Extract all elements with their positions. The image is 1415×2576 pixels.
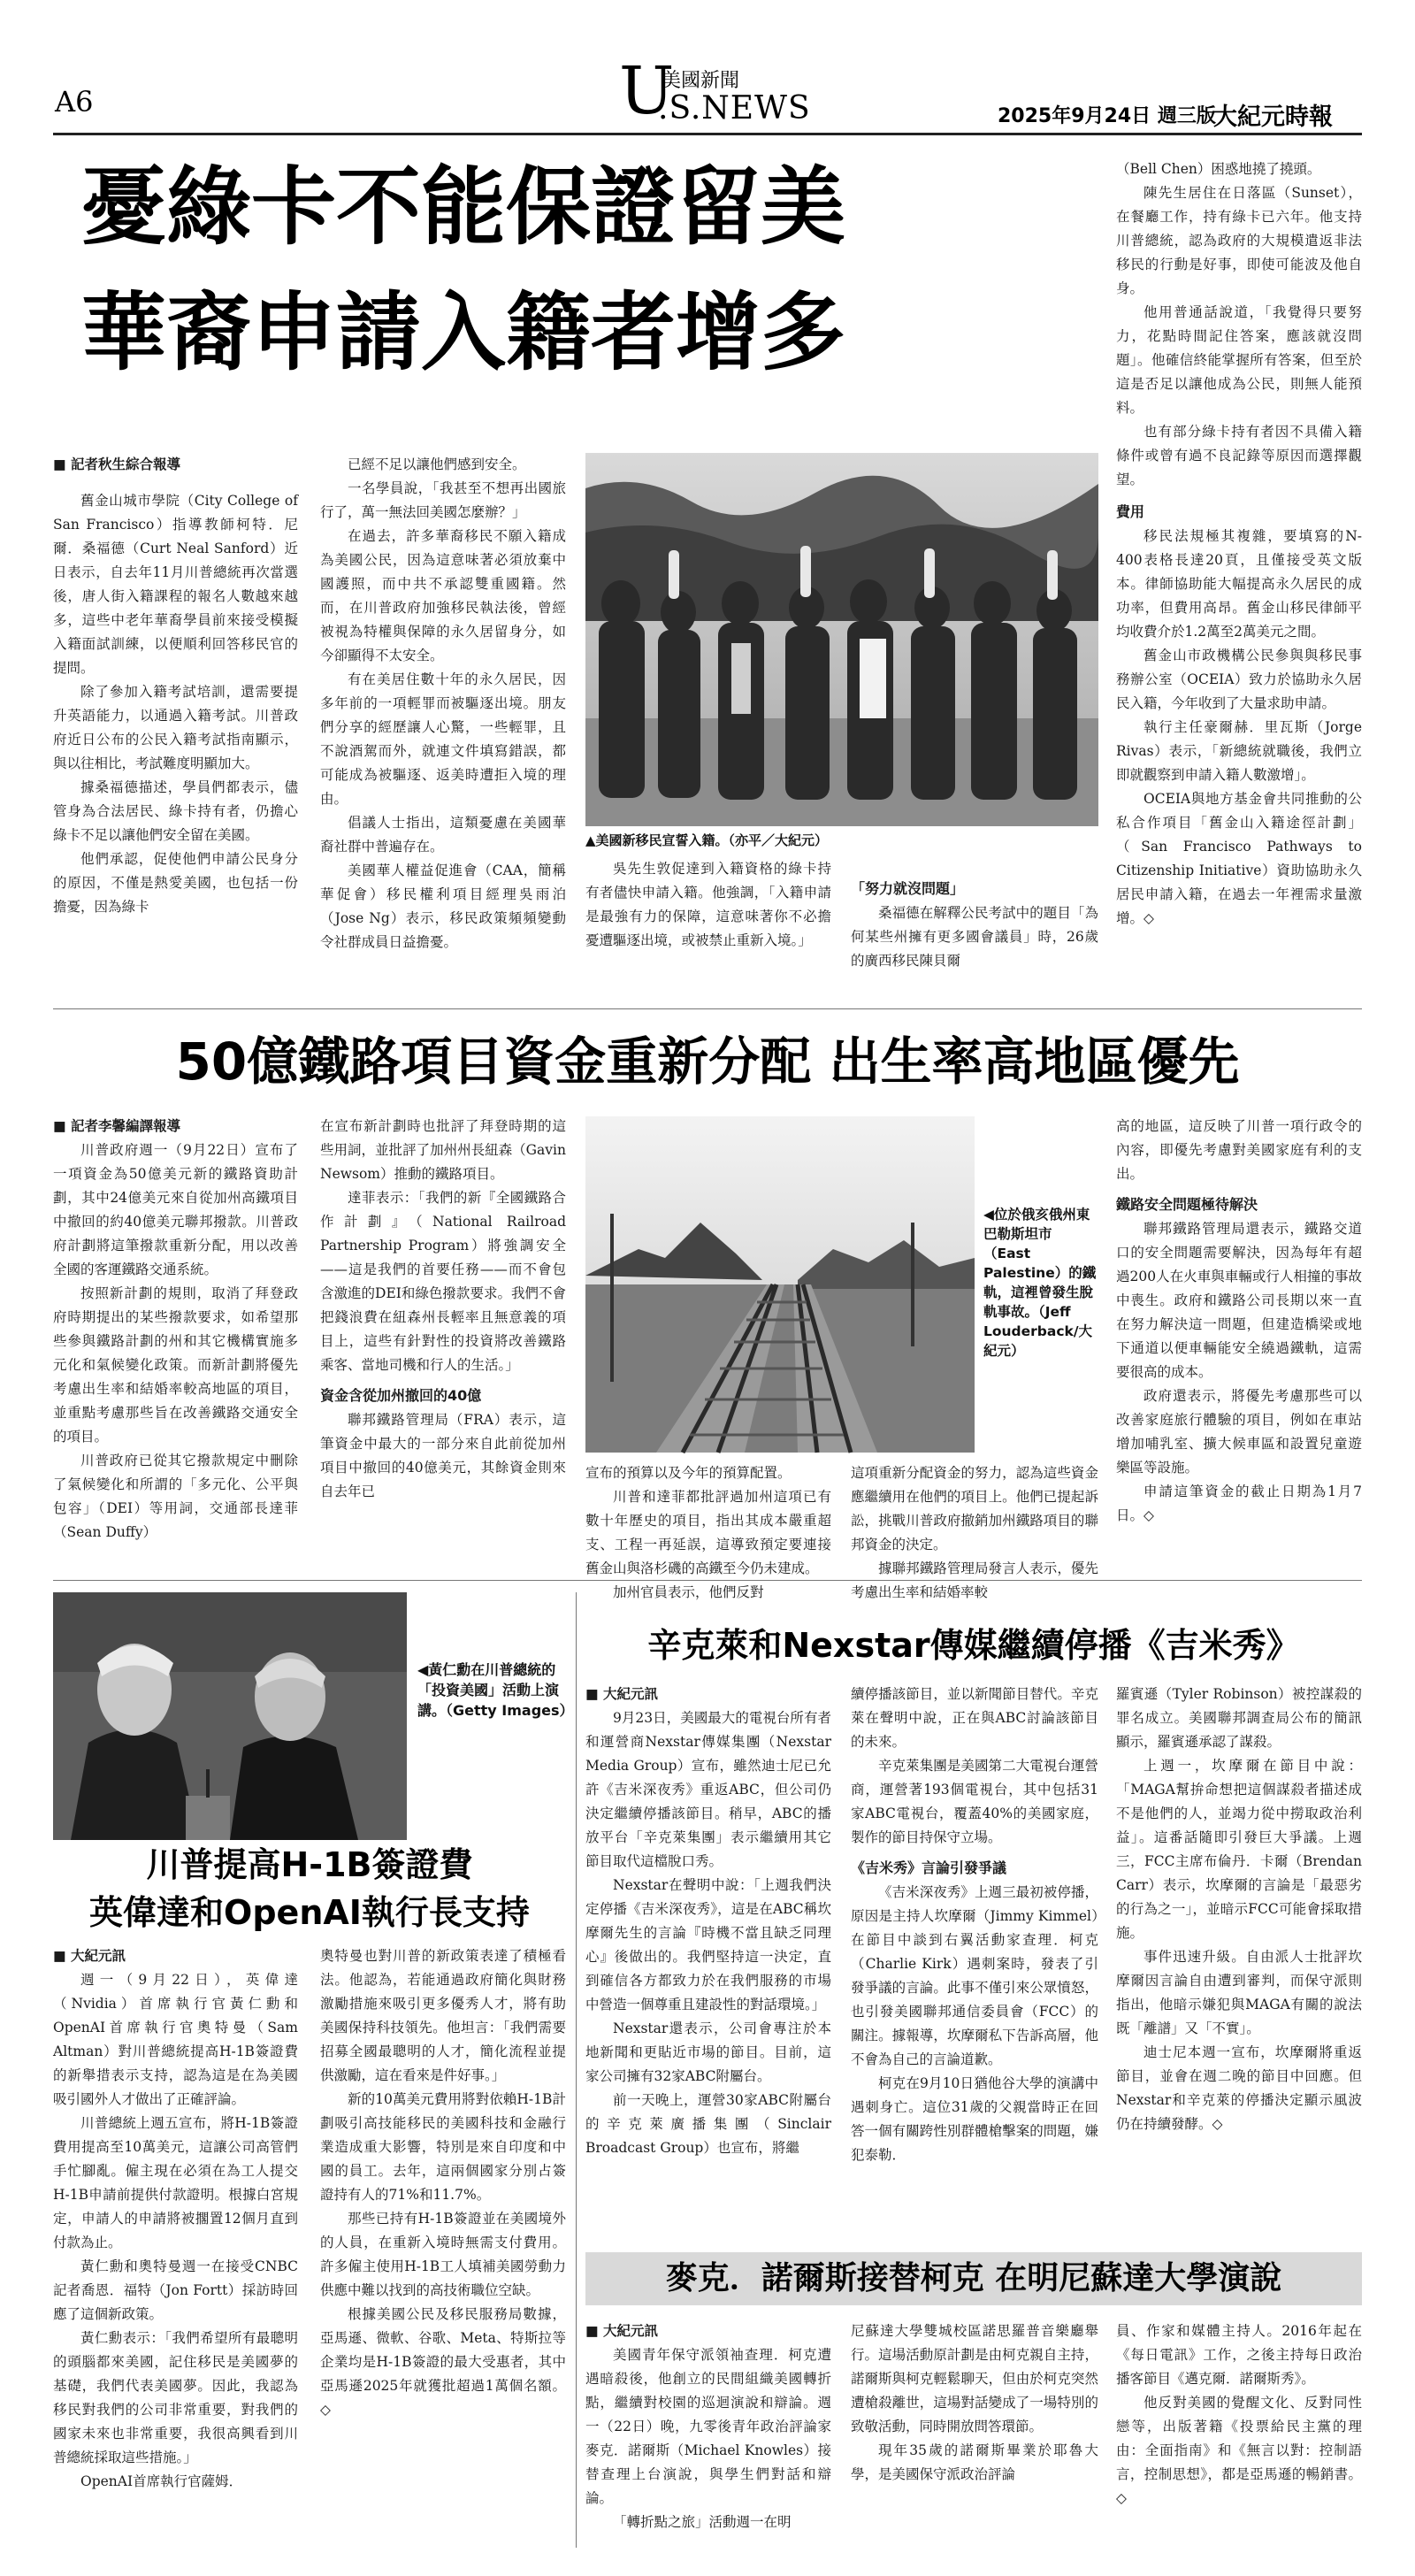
story4-byline: ■ 大紀元訊 bbox=[585, 1686, 659, 1702]
paragraph: 根據美國公民及移民服務局數據，亞馬遜、微軟、谷歌、Meta、特斯拉等企業均是H-1B簽證的最大受惠者，其中亞馬遜2025年就獲批超過1萬個名額。◇ bbox=[320, 2306, 566, 2418]
paragraph: 前一天晚上，運營30家ABC附屬台的辛克萊廣播集團（Sinclair Broadcast Group）也宣布，將繼 bbox=[585, 2092, 831, 2156]
paragraph: 舊金山市政機構公民參與與移民事務辦公室（OCEIA）致力於協助永久居民入籍，今年收到了大量求助申請。 bbox=[1116, 648, 1362, 711]
column-divider bbox=[576, 1592, 577, 2548]
story4-subhead-controversy: 《吉米秀》言論引發爭議 bbox=[851, 1859, 1007, 1876]
paragraph: 高的地區，這反映了川普一項行政令的內容，即優先考慮對美國家庭有利的支出。 bbox=[1116, 1118, 1362, 1182]
paragraph: 政府還表示，將優先考慮那些可以改善家庭旅行體驗的項目，例如在車站增加哺乳室、擴大候車區和設置兒童遊樂區等設施。 bbox=[1116, 1388, 1362, 1476]
paragraph: 也有部分綠卡持有者因不具備入籍條件或曾有過不良記錄等原因而選擇觀望。 bbox=[1116, 424, 1362, 487]
masthead-rule bbox=[53, 133, 1362, 135]
story4-column-2 bbox=[851, 1683, 1098, 2240]
story2-byline: ■ 記者李馨編譯報導 bbox=[53, 1118, 181, 1134]
paragraph: 上週一，坎摩爾在節目中說：「MAGA幫拚命想把這個謀殺者描述成不是他們的人，並竭力從中撈取政治利益」。這番話隨即引發巨大爭議。上週三，FCC主席布倫丹．卡爾（Brendan Carr）表示，坎摩爾的言論是「最惡劣的行為之一」，並暗示FCC可能會採取措施。 bbox=[1116, 1758, 1362, 1941]
story3-photo-trump-jensen-huang bbox=[53, 1592, 407, 1840]
paragraph: 現年35歲的諾爾斯畢業於耶魯大學，是美國保守派政治評論 bbox=[851, 2442, 1098, 2482]
newspaper-name: 大紀元時報 bbox=[1213, 104, 1333, 131]
story1-photo-caption: ▲美國新移民宣誓入籍。（亦平／大紀元） bbox=[585, 832, 829, 848]
paragraph: （Bell Chen）困惑地撓了撓頭。 bbox=[1116, 161, 1321, 177]
paragraph: 奧特曼也對川普的新政策表達了積極看法。他認為，若能通過政府簡化與財務激勵措施來吸引更多優秀人才，將有助美國保持科技領先。他坦言：「我們需要招募全國最聰明的人才，簡化流程並提供激勵，這在看來是件好事。」 bbox=[320, 1948, 566, 2083]
paragraph: 據桑福德描述，學員們都表示，儘管身為合法居民、綠卡持有者，仍擔心綠卡不足以讓他們安全留在美國。 bbox=[53, 779, 298, 843]
paragraph: 9月23日，美國最大的電視台所有者和運營商Nexstar傳媒集團（Nexstar Media Group）宣布，雖然迪士尼已允許《吉米深夜秀》重返ABC，但公司仍決定繼續停播該節目。稍早，ABC的播放平台「辛克萊集團」表示繼續用其它節目取代這檔脫口秀。 bbox=[585, 1710, 831, 1869]
story4-column-3 bbox=[1116, 1683, 1362, 2240]
paragraph: 《吉米深夜秀》上週三最初被停播，原因是主持人坎摩爾（Jimmy Kimmel）在節目中談到右翼活動家查理．柯克（Charlie Kirk）遇刺案時，發表了引發爭議的言論。此事不僅引來公眾憤怒，也引發美國聯邦通信委員會（FCC）的關注。據報導，坎摩爾私下告訴高層，他不會為自己的言論道歉。 bbox=[851, 1884, 1098, 2067]
paragraph: 申請這筆資金的截止日期為1月7日。◇ bbox=[1116, 1484, 1362, 1523]
paragraph: 他反對美國的覺醒文化、反對同性戀等，出版著籍《投票給民主黨的理由：全面指南》和《無言以對：控制語言，控制思想》，都是亞馬遜的暢銷書。◇ bbox=[1116, 2395, 1362, 2506]
paragraph: 按照新計劃的規則，取消了拜登政府時期提出的某些撥款要求，如希望那些參與鐵路計劃的州和其它機構實施多元化和氣候變化政策。而新計劃將優先考慮出生率和結婚率較高地區的項目，並重點考慮那些旨在改善鐵路交通安全的項目。 bbox=[53, 1285, 298, 1445]
story4-headline: 辛克萊和Nexstar傳媒繼續停播《吉米秀》 bbox=[647, 1626, 1300, 1665]
story1-subhead-fees: 費用 bbox=[1116, 503, 1145, 520]
paragraph: 聯邦鐵路管理局還表示，鐵路交道口的安全問題需要解決，因為每年有超過200人在火車與車輛或行人相撞的事故中喪生。政府和鐵路公司長期以來一直在努力解決這一問題，但建造橋梁或地下通道以便車輛能安全繞過鐵軌，這需要很高的成本。 bbox=[1116, 1221, 1362, 1380]
story1-headline-line2: 華裔申請入籍者增多 bbox=[81, 282, 845, 382]
story2-column-5 bbox=[1116, 1115, 1362, 1569]
page-number: A6 bbox=[55, 85, 94, 119]
story1-column-3 bbox=[585, 857, 831, 999]
paragraph: 川普和達菲都批評過加州這項已有數十年歷史的項目，指出其成本嚴重超支、工程一再延誤，這導致預定要連接舊金山與洛杉磯的高鐵至今仍未建成。 bbox=[585, 1489, 831, 1576]
paragraph: 這項重新分配資金的努力，認為這些資金應繼續用在他們的項目上。他們已提起訴訟，挑戰川普政府撤銷加州鐵路項目的聯邦資金的決定。 bbox=[851, 1465, 1098, 1552]
paragraph: 「轉折點之旅」活動週一在明 bbox=[613, 2514, 792, 2530]
story3-column-2 bbox=[320, 1944, 566, 2548]
paragraph: 黃仁勳和奧特曼週一在接受CNBC記者喬恩．福特（Jon Fortt）採訪時回應了這個新政策。 bbox=[53, 2258, 298, 2322]
paragraph: Nexstar還表示，公司會專注於本地新聞和更貼近市場的節目。目前，這家公司擁有32家ABC附屬台。 bbox=[585, 2020, 831, 2084]
paragraph: 在過去，許多華裔移民不願入籍成為美國公民，因為這意味著必須放棄中國護照，而中共不承認雙重國籍。然而，在川普政府加強移民執法後，曾經被視為特權與保障的永久居留身分，如今卻顯得不太安全。 bbox=[320, 528, 566, 663]
paragraph: 一名學員說，「我甚至不想再出國旅行了，萬一無法回美國怎麼辦？」 bbox=[320, 480, 566, 520]
paragraph: 吳先生敦促達到入籍資格的綠卡持有者儘快申請入籍。他強調，「入籍申請是最強有力的保障，這意味著你不必擔憂遭驅逐出境，或被禁止重新入境。」 bbox=[585, 861, 831, 948]
paragraph: 除了參加入籍考試培訓，還需要提升英語能力，以通過入籍考試。川普政府近日公布的公民入籍考試指南顯示，與以往相比，考試難度明顯加大。 bbox=[53, 684, 298, 771]
story2-column-3 bbox=[585, 1461, 831, 1600]
story3-byline: ■ 大紀元訊 bbox=[53, 1948, 126, 1964]
story5-column-3 bbox=[1116, 2319, 1362, 2551]
paragraph: 聯邦鐵路管理局（FRA）表示，這筆資金中最大的一部分來自此前從加州項目中撤回的40億美元，其餘資金則來自去年已 bbox=[320, 1412, 566, 1499]
paragraph: 川普總統上週五宣布，將H-1B簽證費用提高至10萬美元，這讓公司高管們手忙腳亂。僱主現在必須在為工人提交H-1B申請前提供付款證明。根據白宮規定，申請人的申請將被擱置12個月直到付款為止。 bbox=[53, 2115, 298, 2250]
paragraph: 辛克萊集團是美國第二大電視台運營商，運營著193個電視台，其中包括31家ABC電視台，覆蓋40%的美國家庭，製作的節目持保守立場。 bbox=[851, 1758, 1098, 1845]
story2-column-1 bbox=[53, 1115, 298, 1568]
paragraph: 川普政府已從其它撥款規定中刪除了氣候變化和所謂的「多元化、公平與包容」（DEI）等用詞，交通部長達菲（Sean Duffy） bbox=[53, 1453, 298, 1540]
story2-subhead-safety: 鐵路安全問題極待解決 bbox=[1116, 1196, 1258, 1213]
paragraph: 柯克在9月10日猶他谷大學的演講中遇刺身亡。這位31歲的父親當時正在回答一個有關跨性別群體槍擊案的問題，嫌犯泰勒． bbox=[851, 2075, 1098, 2163]
paragraph: 在宣布新計劃時也批評了拜登時期的這些用詞，並批評了加州州長紐森（Gavin Newsom）推動的鐵路項目。 bbox=[320, 1118, 566, 1182]
paragraph: Nexstar在聲明中說：「上週我們決定停播《吉米深夜秀》，這是在ABC稱坎摩爾先生的言論『時機不當且缺乏同理心』後做出的。我們堅持這一決定，直到確信各方都致力於在我們服務的市場中營造一個尊重且建設性的對話環境。」 bbox=[585, 1877, 831, 2012]
story1-headline-line1: 憂綠卡不能保證留美 bbox=[81, 157, 845, 257]
paragraph: 川普政府週一（9月22日）宣布了一項資金為50億美元新的鐵路資助計劃，其中24億美元來自從加州高鐵項目中撤回的約40億美元聯邦撥款。川普政府計劃將這筆撥款重新分配，用以改善全國的客運鐵路交通系統。 bbox=[53, 1142, 298, 1277]
story1-photo-naturalization-ceremony bbox=[585, 453, 1098, 826]
story1-column-4 bbox=[851, 876, 1098, 1000]
story2-headline: 50億鐵路項目資金重新分配 出生率高地區優先 bbox=[175, 1031, 1240, 1092]
speakers-illustration bbox=[53, 1592, 407, 1840]
story5-column-1 bbox=[585, 2319, 831, 2551]
paragraph: 已經不足以讓他們感到安全。 bbox=[348, 456, 526, 472]
story3-photo-caption: ◀黃仁勳在川普總統的「投資美國」活動上演講。（Getty Images） bbox=[417, 1661, 574, 1719]
paragraph: 達菲表示：「我們的新『全國鐵路合作計劃』（National Railroad Partnership Program）將強調安全——這是我們的首要任務——而不會包含激進的DEI和綠色撥款要求。我們不會把錢浪費在紐森州長輕率且無意義的項目上，這些有針對性的投資將改善鐵路乘客、當地司機和行人的生活。」 bbox=[320, 1190, 566, 1373]
story2-column-4 bbox=[851, 1461, 1098, 1600]
paragraph: 那些已持有H-1B簽證並在美國境外的人員，在重新入境時無需支付費用。許多僱主使用H-1B工人填補美國勞動力供應中難以找到的高技術職位空缺。 bbox=[320, 2211, 566, 2298]
paragraph: OpenAI首席執行官薩姆． bbox=[80, 2473, 243, 2489]
paragraph: 加州官員表示，他們反對 bbox=[613, 1584, 764, 1600]
paragraph: 他用普通話說道，「我覺得只要努力，花點時間記住答案，應該就沒問題」。他確信終能掌握所有答案，但至於這是否足以讓他成為公民，則無人能預料。 bbox=[1116, 304, 1362, 416]
paragraph: 陳先生居住在日落區（Sunset），在餐廳工作，持有綠卡已六年。他支持川普總統，認為政府的大規模遣返非法移民的行動是好事，即使可能波及他自身。 bbox=[1116, 185, 1362, 296]
ceremony-illustration bbox=[585, 453, 1098, 826]
paragraph: 週一（9月22日），英偉達（Nvidia）首席執行官黃仁勳和OpenAI首席執行官奧特曼（Sam Altman）對川普總統提高H-1B簽證費的新舉措表示支持，認為這是在為美國吸引國外人才做出了正確評論。 bbox=[53, 1972, 298, 2107]
story1-column-1 bbox=[53, 453, 298, 994]
paragraph: 倡議人士指出，這類憂慮在美國華裔社群中普遍存在。 bbox=[320, 815, 566, 855]
railroad-illustration bbox=[585, 1116, 975, 1453]
paragraph: 移民法規極其複雜，要填寫的N-400表格長達20頁，且僅接受英文版本。律師協助能大幅提高永久居民的成功率，但費用高昂。舊金山移民律師平均收費介於1.2萬至2萬美元之間。 bbox=[1116, 528, 1362, 640]
divider bbox=[53, 1580, 1362, 1581]
paragraph: 羅賓遜（Tyler Robinson）被控謀殺的罪名成立。美國聯邦調查局公布的簡訊顯示，羅賓遜承認了謀殺。 bbox=[1116, 1686, 1362, 1750]
story2-subhead-funding: 資金含從加州撤回的40億 bbox=[320, 1387, 482, 1404]
divider bbox=[53, 1008, 1362, 1009]
paragraph: 黃仁勳表示：「我們希望所有最聰明的頭腦都來美國，記住移民是美國夢的基礎，我們代表美國夢。因此，我認為移民對我們的公司非常重要，對我們的國家未來也非常重要，我很高興看到川普總統採取這些措施。」 bbox=[53, 2330, 298, 2465]
paragraph: 據聯邦鐵路管理局發言人表示，優先考慮出生率和結婚率較 bbox=[851, 1560, 1098, 1600]
paragraph: 尼蘇達大學雙城校區諾思羅普音樂廳舉行。這場活動原計劃是由柯克親自主持，諾爾斯與柯克輕鬆聊天，但由於柯克突然遭槍殺離世，這場對話變成了一場特別的致敬活動，同時開放問答環節。 bbox=[851, 2323, 1098, 2434]
story3-headline-line2: 英偉達和OpenAI執行長支持 bbox=[89, 1893, 530, 1932]
story1-byline: ■ 記者秋生綜合報導 bbox=[53, 456, 181, 472]
paragraph: 宣布的預算以及今年的預算配置。 bbox=[585, 1465, 792, 1481]
paragraph: 舊金山城市學院（City College of San Francisco）指導教師柯特．尼爾．桑福德（Curt Neal Sanford）近日表示，自去年11月川普總統再次當選後，唐人街入籍課程的報名人數越來越多，這些中老年華裔學員前來接受模擬入籍面試訓練，以便順利回答移民官的提問。 bbox=[53, 493, 298, 676]
paragraph: 美國華人權益促進會（CAA，簡稱華促會）移民權利項目經理吳雨泊（Jose Ng）表示，移民政策頻頻變動令社群成員日益擔憂。 bbox=[320, 862, 566, 950]
story5-headline-banner: 麥克．諾爾斯接替柯克 在明尼蘇達大學演說 bbox=[585, 2252, 1362, 2305]
section-name-cn: 美國新聞 bbox=[662, 70, 740, 92]
paragraph: 桑福德在解釋公民考試中的題目「為何某些州擁有更多國會議員」時，26歲的廣西移民陳貝爾 bbox=[851, 905, 1098, 969]
story1-column-5 bbox=[1116, 157, 1362, 1000]
paragraph: 員、作家和媒體主持人。2016年起在《每日電訊》工作，之後主持每日政治播客節目《邁克爾．諾爾斯秀》。 bbox=[1116, 2323, 1362, 2387]
paragraph: 執行主任豪爾赫．里瓦斯（Jorge Rivas）表示，「新總統就職後，我們立即就觀察到申請入籍人數激增」。 bbox=[1116, 719, 1362, 783]
masthead-logo-letter: U bbox=[619, 53, 675, 129]
story2-photo-railroad-tracks bbox=[585, 1116, 975, 1453]
story4-column-1 bbox=[585, 1683, 831, 2240]
story2-photo-caption: ◀位於俄亥俄州東巴勒斯坦市（East Palestine）的鐵軌，這裡曾發生脫軌事故。（Jeff Louderback/大紀元） bbox=[983, 1207, 1097, 1359]
paragraph: OCEIA與地方基金會共同推動的公私合作項目「舊金山入籍途徑計劃」（San Francisco Pathways to Citizenship Initiative）資助協助永久居民申請入籍，在過去一年裡需求量激增。◇ bbox=[1116, 791, 1362, 926]
story3-headline-line1: 川普提高H-1B簽證費 bbox=[146, 1845, 473, 1884]
story3-column-1 bbox=[53, 1944, 298, 2548]
story1-subhead-effort: 「努力就沒問題」 bbox=[851, 880, 965, 897]
paragraph: 他們承認，促使他們申請公民身分的原因，不僅是熱愛美國，也包括一份擔憂，因為綠卡 bbox=[53, 851, 298, 915]
section-name-en: .S.NEWS bbox=[658, 90, 811, 126]
paragraph: 有在美居住數十年的永久居民，因多年前的一項輕罪而被驅逐出境。朋友們分享的經歷讓人心驚，一些輕罪，且不說酒駕而外，就連文件填寫錯誤，都可能成為被驅逐、返美時遭拒入境的理由。 bbox=[320, 671, 566, 807]
paragraph: 事件迅速升級。自由派人士批評坎摩爾因言論自由遭到審判，而保守派則指出，他暗示嫌犯與MAGA有關的說法既「離譜」又「不實」。 bbox=[1116, 1949, 1362, 2036]
story5-column-2 bbox=[851, 2319, 1098, 2551]
paragraph: 新的10萬美元費用將對依賴H-1B計劃吸引高技能移民的美國科技和金融行業造成重大影響，特別是來自印度和中國的員工。去年，這兩個國家分別占簽證持有人的71%和11.7%。 bbox=[320, 2091, 566, 2203]
story1-column-2 bbox=[320, 453, 566, 994]
issue-date: 2025年9月24日 週三版 bbox=[998, 105, 1216, 127]
paragraph: 續停播該節目，並以新聞節目替代。辛克萊在聲明中說，正在與ABC討論該節目的未來。 bbox=[851, 1686, 1098, 1750]
story5-byline: ■ 大紀元訊 bbox=[585, 2323, 659, 2339]
paragraph: 迪士尼本週一宣布，坎摩爾將重返節目，並會在週二晚的節目中回應。但Nexstar和辛克萊的停播決定顯示風波仍在持續發酵。◇ bbox=[1116, 2044, 1362, 2132]
paragraph: 美國青年保守派領袖查理．柯克遭遇暗殺後，他創立的民間組織美國轉折點，繼續對校園的巡迴演說和辯論。週一（22日）晚，九零後青年政治評論家麥克．諾爾斯（Michael Knowles）接替查理上台演說，與學生們對話和辯論。 bbox=[585, 2347, 831, 2506]
story2-column-2 bbox=[320, 1115, 566, 1568]
